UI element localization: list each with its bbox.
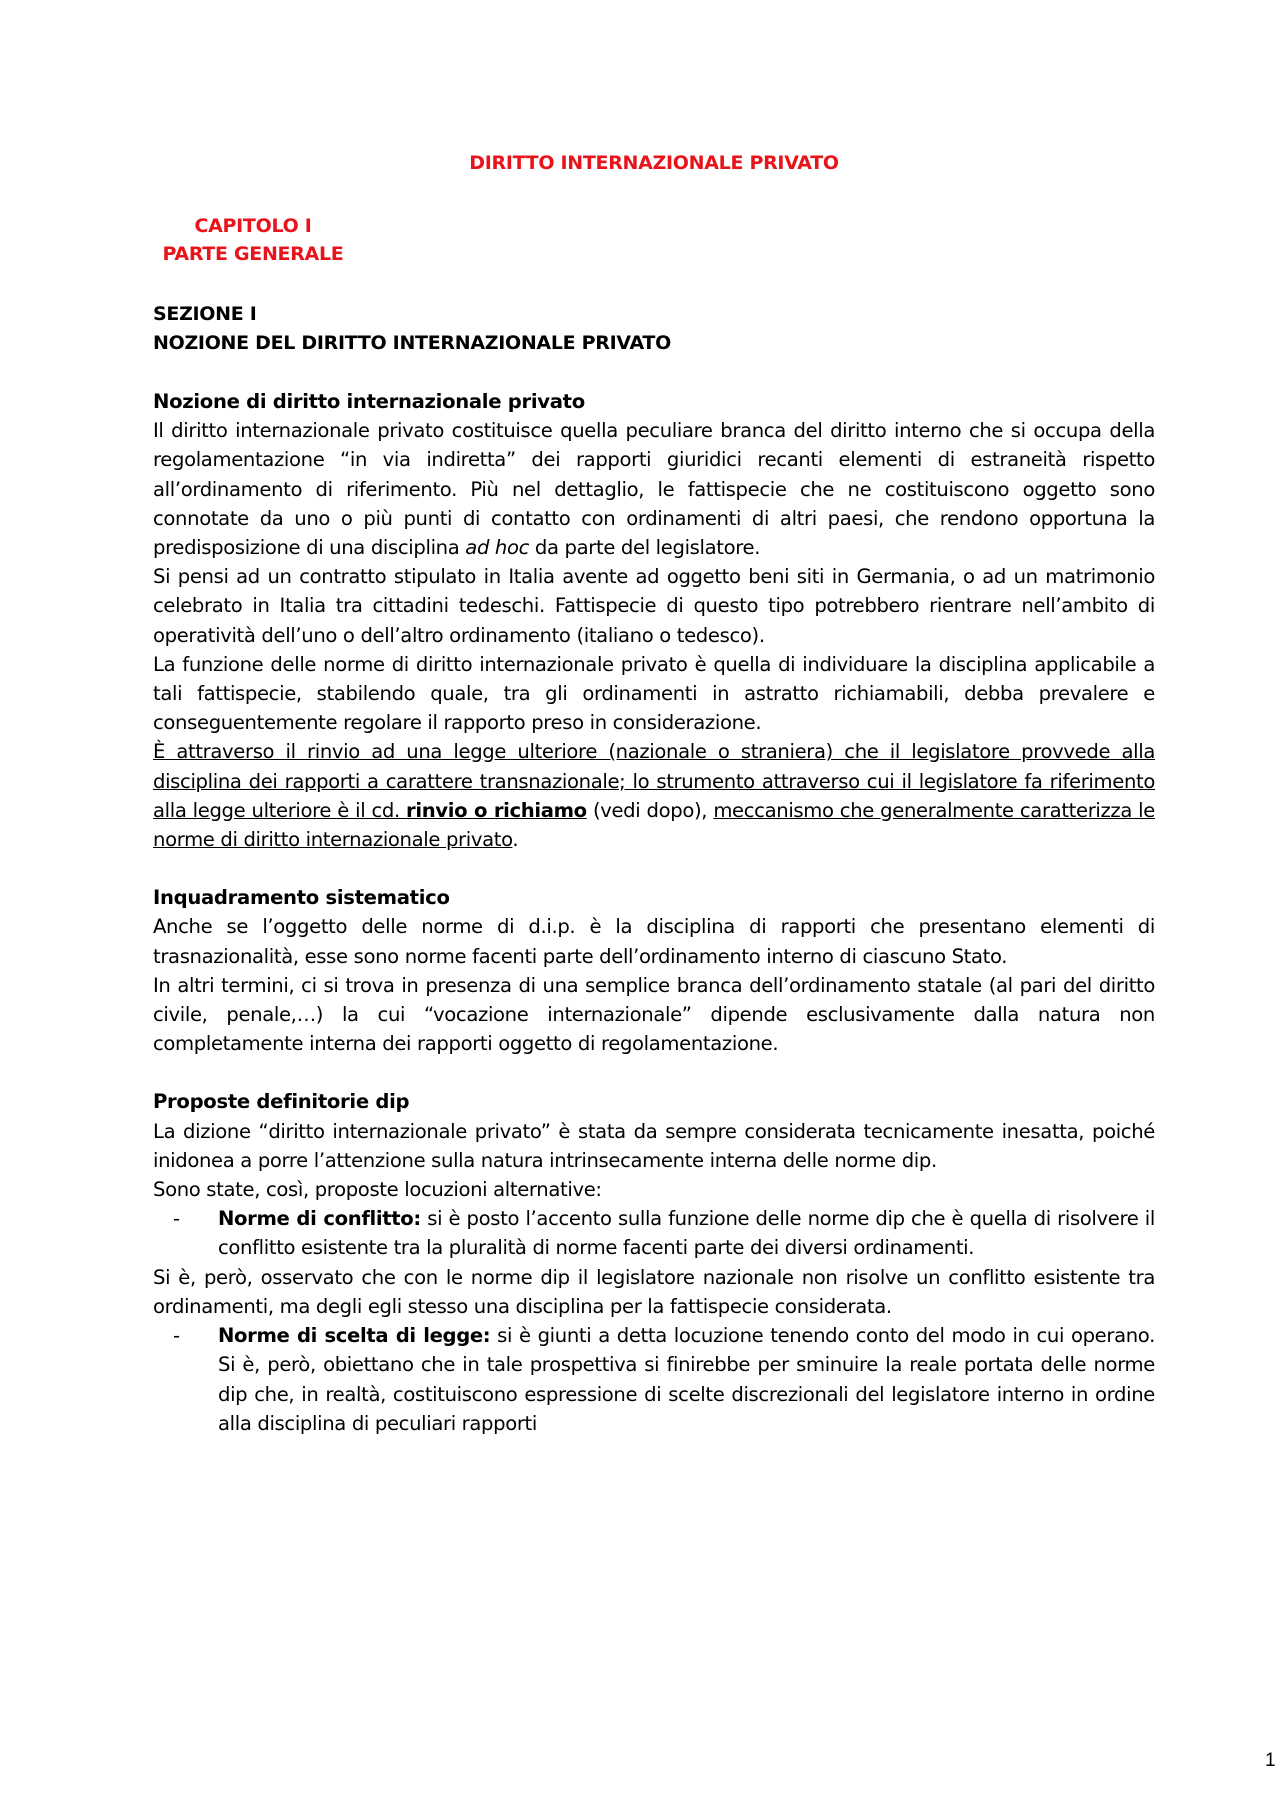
paragraph: La funzione delle norme di diritto internazionale privato è quella di individuare la disciplina applicabile a tali fattispecie, stabilendo quale, tra gli ordinamenti in astratto richiamabili, debba prevalere e conseguentemente regolare il rapporto preso in considerazione. xyxy=(153,652,1155,735)
subsection-heading-nozione: Nozione di diritto internazionale privato xyxy=(153,390,585,413)
section-label: SEZIONE I xyxy=(153,303,257,325)
paragraph: Si pensi ad un contratto stipulato in Italia avente ad oggetto beni siti in Germania, o ad un matrimonio celebrato in Italia tra cittadini tedeschi. Fattispecie di questo tipo potrebbero rientrare nell’ambito di operatività dell’uno o dell’altro ordinamento (italiano o tedesco). xyxy=(153,565,1155,647)
document-title: DIRITTO INTERNAZIONALE PRIVATO xyxy=(469,152,839,174)
paragraph: La dizione “diritto internazionale privato” è stata da sempre considerata tecnicamente inesatta, poiché inidonea a porre l’attenzione sulla natura intrinsecamente interna delle norme dip. xyxy=(153,1119,1155,1172)
chapter-number: CAPITOLO I xyxy=(194,215,312,237)
document-body xyxy=(153,387,1155,1438)
section-heading xyxy=(153,300,671,358)
list-item: - Norme di scelta di legge: si è giunti a detta locuzione tenendo conto del modo in cui operano. Si è, però, obiettano che in tale prospettiva si finirebbe per sminuire la reale portata delle norme dip che, in realtà, costituiscono espressione di scelte discrezionali del legislatore interno in ordine alla disciplina di peculiari rapporti xyxy=(153,1321,1155,1438)
list-item: - Norme di conflitto: si è posto l’accento sulla funzione delle norme dip che è quella di risolvere il conflitto esistente tra la pluralità di norme facenti parte dei diversi ordinamenti. xyxy=(153,1204,1155,1262)
list-item-term: Norme di conflitto: xyxy=(218,1207,421,1231)
paragraph: In altri termini, ci si trova in presenza di una semplice branca dell’ordinamento statale (al pari del diritto civile, penale,…) la cui “vocazione internazionale” dipende esclusivamente dalla natura non completamente interna dei rapporti oggetto di regolamentazione. xyxy=(153,973,1155,1056)
paragraph: Anche se l’oggetto delle norme di d.i.p. è la disciplina di rapporti che presentano elementi di trasnazionalità, esse sono norme facenti parte dell’ordinamento interno di ciascuno Stato. xyxy=(153,915,1155,968)
part-title: PARTE GENERALE xyxy=(162,243,344,265)
paragraph: Si è, però, osservato che con le norme dip il legislatore nazionale non risolve un conflitto esistente tra ordinamenti, ma degli egli stesso una disciplina per la fattispecie considerata. xyxy=(153,1265,1155,1318)
section-title: NOZIONE DEL DIRITTO INTERNAZIONALE PRIVATO xyxy=(153,332,671,354)
paragraph: Il diritto internazionale privato costituisce quella peculiare branca del diritto interno che si occupa della regolamentazione “in via indiretta” dei rapporti giuridici recanti elementi di estraneità rispetto all’ordinamento di riferimento. Più nel dettaglio, le fattispecie che ne costituiscono oggetto sono connotate da uno o più punti di contatto con ordinamenti di altri paesi, che rendono opportuna la predisposizione di una disciplina ad hoc da parte del legislatore. xyxy=(153,419,1155,560)
bold-term: rinvio o richiamo xyxy=(406,798,587,822)
subsection-heading-proposte: Proposte definitorie dip xyxy=(153,1090,410,1114)
chapter-heading xyxy=(153,212,353,268)
underlined-paragraph: È attraverso il rinvio ad una legge ulteriore (nazionale o straniera) che il legislatore provvede alla disciplina dei rapporti a carattere transnazionale; lo strumento attraverso cui il legislatore fa riferimento alla legge ulteriore è il cd. rinvio o richiamo (vedi dopo), meccanismo che generalmente caratterizza le norme di diritto internazionale privato. xyxy=(153,740,1155,852)
paragraph: Sono state, così, proposte locuzioni alternative: xyxy=(153,1178,602,1202)
list-item-term: Norme di scelta di legge: xyxy=(218,1324,491,1348)
list-dash: - xyxy=(173,1207,180,1231)
subsection-heading-inquadramento: Inquadramento sistematico xyxy=(153,886,450,910)
italic-term: ad hoc xyxy=(465,536,530,560)
page-number: 1 xyxy=(1265,1750,1276,1771)
list-dash: - xyxy=(173,1324,180,1348)
